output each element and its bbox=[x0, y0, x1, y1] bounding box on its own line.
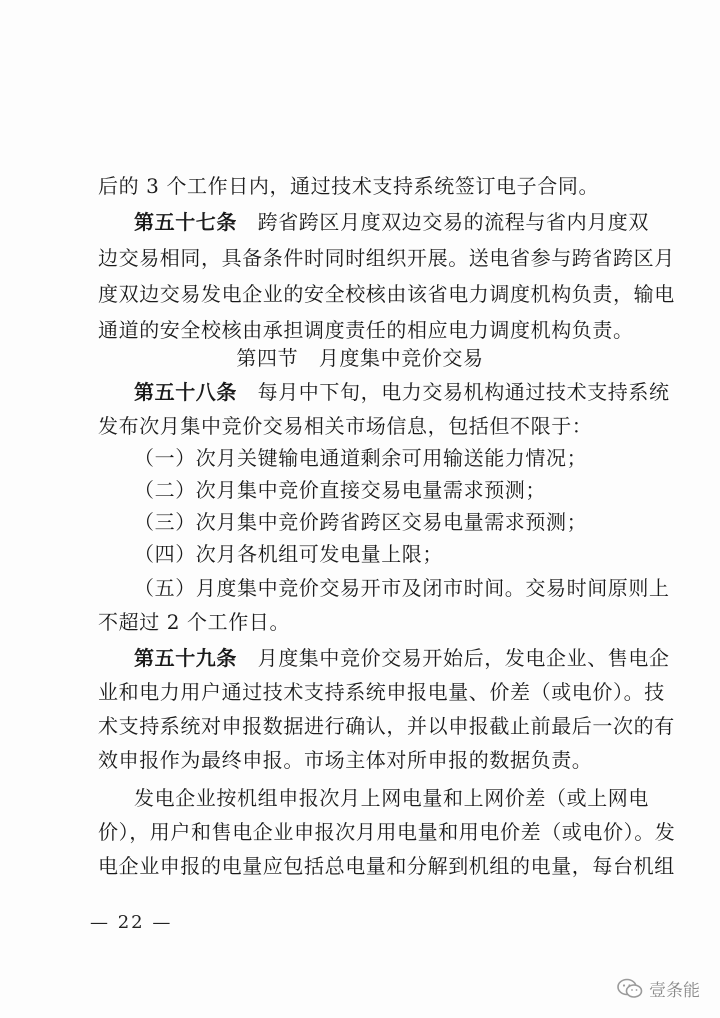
article-57-heading: 第五十七条 bbox=[134, 210, 237, 234]
section-title: 第四节 月度集中竞价交易 bbox=[236, 346, 484, 370]
article-57-text: 跨省跨区月度双边交易的流程与省内月度双 bbox=[237, 210, 649, 234]
body-line: 发布次月集中竞价交易相关市场信息，包括但不限于： bbox=[98, 414, 593, 438]
body-line: 度双边交易发电企业的安全校核由该省电力调度机构负责，输电 bbox=[98, 282, 675, 306]
article-59-line bbox=[134, 640, 670, 676]
page-number: — 22 — bbox=[90, 912, 173, 933]
body-line: 电企业申报的电量应包括总电量和分解到机组的电量，每台机组 bbox=[98, 854, 675, 878]
wechat-icon bbox=[617, 978, 643, 1000]
list-item: （四）次月各机组可发电量上限； bbox=[134, 542, 443, 566]
article-58-heading: 第五十八条 bbox=[134, 380, 237, 404]
article-57-line bbox=[134, 204, 649, 240]
body-line: 业和电力用户通过技术支持系统申报电量、价差（或电价）。技 bbox=[98, 680, 665, 704]
watermark bbox=[617, 976, 700, 1001]
body-line: 价），用户和售电企业申报次月用电量和用电价差（或电价）。发 bbox=[98, 820, 676, 844]
body-line: 术支持系统对申报数据进行确认，并以申报截止前最后一次的有 bbox=[98, 714, 675, 738]
list-item: （二）次月集中竞价直接交易电量需求预测； bbox=[134, 478, 546, 502]
body-line: 边交易相同，具备条件时同时组织开展。送电省参与跨省跨区月 bbox=[98, 246, 675, 270]
list-item: （一）次月关键输电通道剩余可用输送能力情况； bbox=[134, 446, 588, 470]
body-line: 不超过 2 个工作日。 bbox=[98, 610, 291, 634]
article-59-text: 月度集中竞价交易开始后，发电企业、售电企 bbox=[237, 646, 670, 670]
list-item: （五）月度集中竞价交易开市及闭市时间。交易时间原则上 bbox=[134, 576, 670, 600]
article-59-heading: 第五十九条 bbox=[134, 646, 237, 670]
body-line: 效申报作为最终申报。市场主体对所申报的数据负责。 bbox=[98, 748, 593, 772]
article-58-line bbox=[134, 374, 670, 410]
body-line: 通道的安全校核由承担调度责任的相应电力调度机构负责。 bbox=[98, 318, 634, 342]
body-line: 发电企业按机组申报次月上网电量和上网价差（或上网电 bbox=[134, 786, 649, 810]
body-line: 后的 3 个工作日内，通过技术支持系统签订电子合同。 bbox=[98, 174, 600, 198]
list-item: （三）次月集中竞价跨省跨区交易电量需求预测； bbox=[134, 510, 588, 534]
article-58-text: 每月中下旬，电力交易机构通过技术支持系统 bbox=[237, 380, 670, 404]
watermark-text: 壹条能 bbox=[649, 981, 700, 1001]
